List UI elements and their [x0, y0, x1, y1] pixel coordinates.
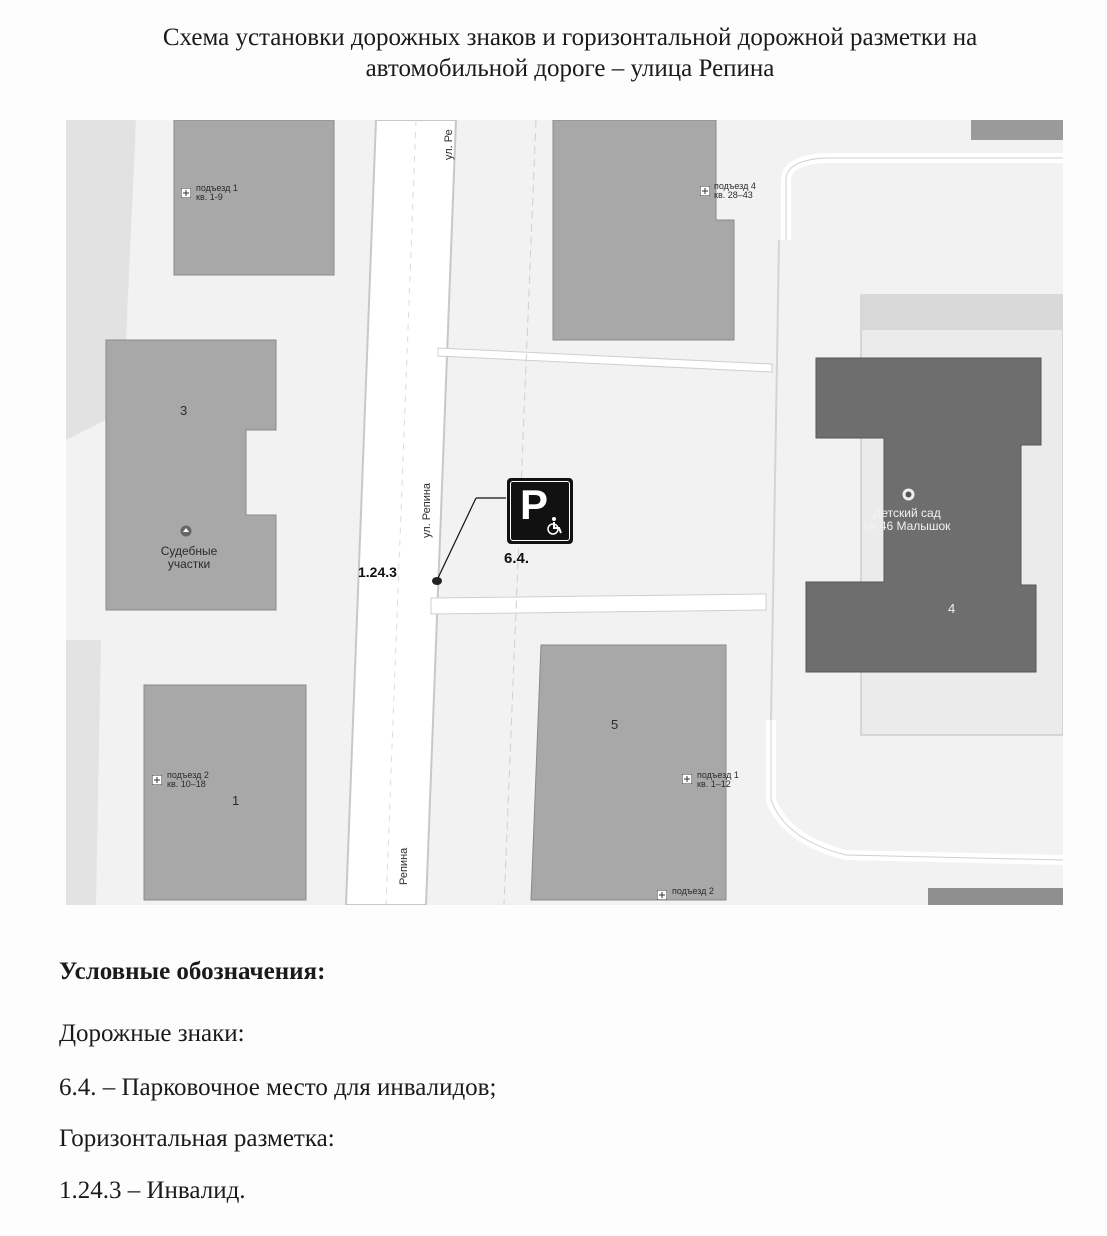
- entrance-icon: [181, 188, 194, 203]
- b5-entrance-label: [697, 771, 739, 790]
- legend-marking-heading: Горизонтальная разметка:: [59, 1125, 335, 1152]
- b5-entrance: подъезд 1: [697, 770, 739, 780]
- b1-entrance-label: [196, 184, 238, 203]
- b2-apartments: кв. 10–18: [167, 779, 206, 790]
- building-4-block: [553, 120, 734, 340]
- kindergarten-icon: [902, 488, 915, 503]
- b1-entrance: подъезд 1: [196, 183, 238, 193]
- title-line-1: Схема установки дорожных знаков и горизонтальной дорожной разметки на: [162, 24, 978, 51]
- main-road: [346, 120, 456, 905]
- wheelchair-icon: [545, 516, 565, 536]
- street-label-top: ул. Ре: [443, 129, 455, 160]
- b1-apartments: кв. 1-9: [196, 192, 223, 203]
- west-area-south: [66, 640, 101, 905]
- marking-1-24-3-point: [432, 577, 442, 585]
- building-2-block: [144, 685, 306, 900]
- b2-entrance: подъезд 2: [167, 770, 209, 780]
- parking-disabled-sign: [507, 478, 573, 544]
- entrance-icon: [152, 775, 165, 790]
- legend-signs-heading: Дорожные знаки:: [59, 1020, 245, 1047]
- sign-code-label: 6.4.: [504, 550, 530, 567]
- perimeter-road-south: [771, 720, 1063, 860]
- b5-apartments: кв. 1–12: [697, 779, 731, 790]
- legend-marking-item: 1.24.3 – Инвалид.: [59, 1177, 246, 1204]
- sign-leader-line: [438, 498, 476, 578]
- b3-number: 3: [180, 403, 188, 418]
- kindergarten-number: 4: [948, 601, 956, 616]
- ne-building-edge: [971, 120, 1063, 140]
- marking-code-label: 1.24.3: [358, 564, 397, 580]
- legend-sign-item: 6.4. – Парковочное место для инвалидов;: [59, 1074, 497, 1101]
- entrance-icon: [682, 774, 695, 789]
- kindergarten-name-line-1: Детский сад: [873, 506, 941, 520]
- entrance-icon: [700, 186, 713, 201]
- perimeter-road-west: [771, 240, 779, 720]
- sign-letter: P: [520, 481, 549, 528]
- b4-apartments: кв. 28–43: [714, 190, 753, 201]
- b5-number: 5: [611, 717, 619, 732]
- title-line-2: автомобильной дороге – улица Репина: [365, 55, 775, 82]
- b4-entrance: подъезд 4: [714, 181, 756, 191]
- kindergarten-name-line-2: № 46 Малышок: [863, 518, 951, 533]
- b2-number: 1: [232, 793, 240, 808]
- se-building-edge: [928, 888, 1063, 905]
- driveway-south: [431, 594, 766, 614]
- court-icon: [180, 525, 193, 540]
- b2-entrance-label: [167, 771, 209, 790]
- b3-poi-label: Судебные участки: [160, 544, 218, 571]
- kindergarten-strip: [861, 295, 1063, 330]
- perimeter-road-north: [786, 158, 1063, 240]
- site-map: [66, 120, 1063, 905]
- entrance-icon: [657, 890, 670, 905]
- street-label-mid: ул. Репина: [421, 482, 433, 538]
- legend-heading: Условные обозначения:: [59, 958, 326, 985]
- page-title: [60, 22, 1080, 84]
- perimeter-road-north-edge: [786, 158, 1063, 240]
- street-label-bottom: Репина: [398, 847, 410, 885]
- b5-entrance-2-label: подъезд 2: [672, 886, 714, 896]
- driveway-north: [438, 348, 772, 372]
- kindergarten-label: [852, 507, 962, 532]
- b4-entrance-label: [714, 182, 756, 201]
